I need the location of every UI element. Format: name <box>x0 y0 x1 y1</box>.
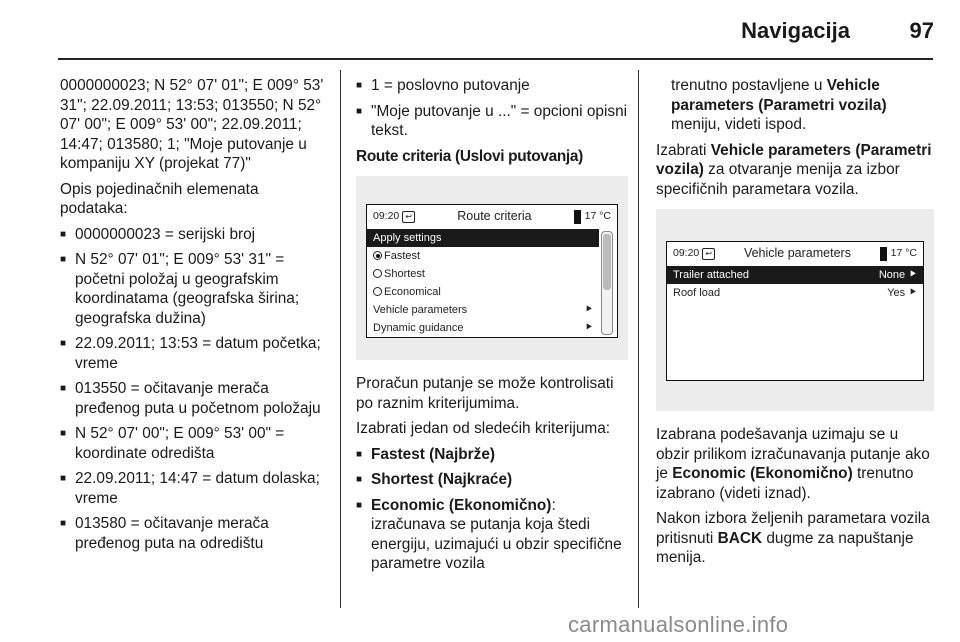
nav-mode-icon: ↩ <box>702 248 715 260</box>
menu-item-label: Shortest <box>384 268 425 280</box>
vehicle-parameters-display <box>666 241 924 381</box>
economical-option[interactable] <box>367 283 599 301</box>
scrollbar-thumb[interactable] <box>603 234 611 290</box>
list-item: ■ N 52° 07' 01"; E 009° 53' 31" = početni položaj u geografskim koordinatama (geografska širina; geografska dužina) <box>60 250 330 328</box>
list-item: ■ 1 = poslovno putovanje <box>356 76 628 96</box>
list-item: ■ "Moje putovanje u ..." = opcioni opisni tekst. <box>356 102 628 141</box>
list-item <box>356 470 628 490</box>
display-time: 09:20 <box>673 247 700 260</box>
list-item <box>356 496 628 574</box>
watermark: carmanualsonline.info <box>568 612 789 637</box>
paragraph: Izabrati jedan od sledećih kriterijuma: <box>356 420 611 437</box>
radio-selected-icon <box>373 251 382 260</box>
paragraph <box>656 141 934 200</box>
phone-icon <box>574 210 581 224</box>
shortest-option[interactable] <box>367 265 599 283</box>
text: Izabrana podešavanja uzimaju se u obzir prilikom izračunavanja putanje ako je <box>656 426 930 482</box>
option-name: Shortest (Najkraće) <box>371 471 513 488</box>
roof-load-item[interactable] <box>667 284 923 302</box>
trip-type-list <box>356 76 628 141</box>
list-item: ■ 22.09.2011; 14:47 = datum dolaska; vreme <box>60 469 330 508</box>
display-header <box>667 242 923 266</box>
paragraph <box>656 76 934 135</box>
menu-item-value: Yes ⯈ <box>887 287 917 299</box>
column-divider-1 <box>340 70 341 608</box>
display-temperature: 17 °C <box>584 210 611 223</box>
text: trenutno izabrano (videti iznad). <box>656 465 914 502</box>
option-name: Economic (Ekonomično) <box>672 465 853 482</box>
display-temperature: 17 °C <box>890 247 917 260</box>
text: Izabrati <box>656 141 711 159</box>
menu-name: Vehicle parameters (Parametri vozila) <box>656 141 932 178</box>
apply-settings-item[interactable] <box>367 229 599 247</box>
vehicle-parameter-list <box>667 266 923 302</box>
criteria-options-list <box>356 445 628 574</box>
chevron-right-icon: ⯈ <box>584 322 593 334</box>
button-name: BACK <box>717 529 763 547</box>
list-item: ■ 013580 = očitavanje merača pređenog puta na odredištu <box>60 514 330 553</box>
text: meniju, videti ispod. <box>671 116 807 133</box>
menu-item-label: Fastest <box>384 250 421 262</box>
radio-icon <box>373 269 382 278</box>
option-name: Fastest (Najbrže) <box>371 445 496 463</box>
fastest-option[interactable] <box>367 247 599 265</box>
menu-item-label: Roof load <box>673 287 721 299</box>
data-record-example: 0000000023; N 52° 07' 01"; E 009° 53' 31"; 22.09.2011; 13:53; 013550; N 52° 07' 00"; E 009° 53' 00"; 22.09.2011; 14:47; 013580; 1; "Moje putovanje u kompaniju XY (projekat 77)" <box>60 77 324 172</box>
display-title: Vehicle parameters <box>743 246 851 261</box>
chevron-right-icon: ⯈ <box>584 304 593 316</box>
header-rule <box>58 58 933 60</box>
vehicle-parameters-screenshot <box>656 209 934 411</box>
column-divider-2 <box>638 70 639 608</box>
menu-item-label: Dynamic guidance <box>373 322 464 334</box>
menu-item-label: Trailer attached <box>673 269 750 281</box>
option-name: Economic (Ekonomično) <box>371 496 552 514</box>
column-3 <box>656 76 934 574</box>
phone-icon <box>880 247 887 261</box>
column-1 <box>60 76 330 559</box>
display-time: 09:20 <box>373 210 400 223</box>
display-title: Route criteria <box>457 209 532 224</box>
list-item: ■ 013550 = očitavanje merača pređenog puta u početnom položaju <box>60 379 330 418</box>
vehicle-parameters-item[interactable] <box>367 301 599 319</box>
dynamic-guidance-item[interactable] <box>367 319 599 337</box>
route-criteria-display <box>366 204 618 338</box>
list-item: ■ 0000000023 = serijski broj <box>60 225 330 245</box>
menu-item-value: None ⯈ <box>878 269 917 281</box>
text: za otvaranje menija za izbor specifičnih parametara vozila. <box>656 161 900 198</box>
text: Nakon izbora željenih parametara vozila pritisnuti <box>656 510 930 547</box>
section-heading: Route criteria (Uslovi putovanja) <box>356 147 583 165</box>
scrollbar[interactable] <box>601 231 613 335</box>
radio-icon <box>373 287 382 296</box>
page-header-title: Navigacija <box>741 18 850 43</box>
menu-item-label: Economical <box>384 286 441 298</box>
route-criteria-screenshot <box>356 176 628 360</box>
column-2 <box>356 76 628 580</box>
menu-name: Vehicle parameters (Parametri vozila) <box>671 77 887 114</box>
list-item <box>356 445 628 465</box>
text: dugme za napuštanje menija. <box>656 529 914 566</box>
list-item: ■ 22.09.2011; 13:53 = datum početka; vreme <box>60 334 330 373</box>
paragraph <box>656 425 934 503</box>
paragraph: Proračun putanje se može kontrolisati po raznim kriterijumima. <box>356 375 614 412</box>
display-header <box>367 205 617 229</box>
page-number: 97 <box>909 18 934 43</box>
criteria-list <box>367 229 599 337</box>
list-item: ■ N 52° 07' 00"; E 009° 53' 00" = koordinate odredišta <box>60 424 330 463</box>
trailer-attached-item[interactable] <box>667 266 923 284</box>
paragraph <box>656 509 934 568</box>
option-description: : izračunava se putanja koja štedi energiju, uzimajući u obzir specifične parametre vozila <box>371 496 622 572</box>
nav-mode-icon: ↩ <box>402 211 415 223</box>
elements-lead: Opis pojedinačnih elemenata podataka: <box>60 180 259 217</box>
element-list <box>60 225 330 554</box>
menu-item-label: Apply settings <box>373 232 442 244</box>
menu-item-label: Vehicle parameters <box>373 304 468 316</box>
text: trenutno postavljene u <box>671 77 827 94</box>
